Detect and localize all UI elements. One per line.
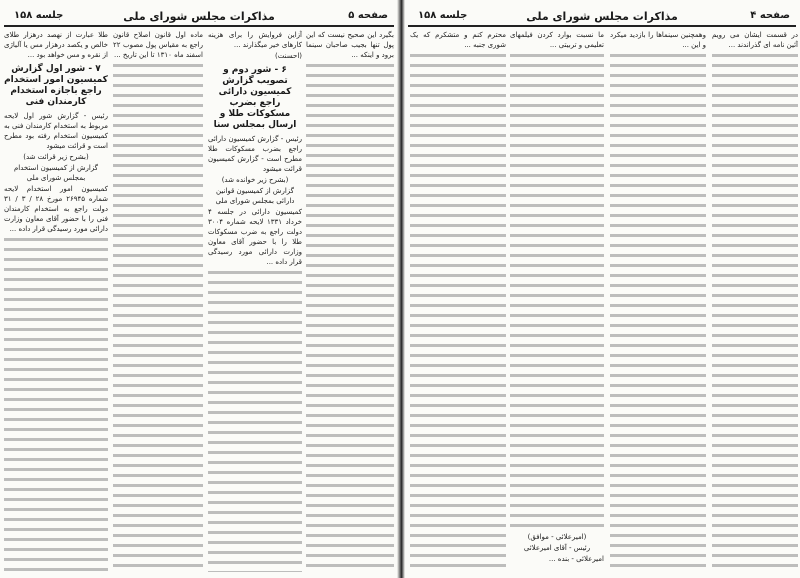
paragraph: ماده اول قانون اصلاح قانون راجع به مقیاس پول مصوب ۲۲ اسفند ماه ۱۳۱۰ تا این تاریخ ... <box>113 31 203 59</box>
paragraph: بگیرد این صحیح نیست که این پول تنها بجیب صاحبان سینما برود و اینکه ... <box>306 31 394 59</box>
paragraph: کمیسیون امور استخدام لایحه شماره ۲۶۹۴۵ مورخ ۲۸ / ۳ / ۳۱ دولت راجع به استخدام کارمندان فنی را با حضور آقای معاون وزارت دارائی مورد رسیدگی قرار داده ... <box>4 185 108 233</box>
illegible-text-lines <box>712 51 798 572</box>
right-page <box>404 0 800 578</box>
illegible-text-lines <box>306 61 394 572</box>
column <box>510 30 604 528</box>
column <box>410 30 506 572</box>
illegible-text-lines <box>510 51 604 528</box>
paragraph: (احسنت) <box>275 52 302 60</box>
page-title: مذاکرات مجلس شورای ملی <box>526 10 678 23</box>
paragraph: (بشرح زیر خوانده شد) <box>221 176 289 184</box>
header-rule <box>4 25 394 27</box>
page-header <box>4 8 394 24</box>
paragraph: رئیس - گزارش شور اول لایحه مربوط به استخدام کارمندان فنی به کمیسیون استخدام رفته بود مطرح است و قرائت میشود <box>4 112 108 150</box>
paragraph: ما نسبت بوارد کردن فیلمهای تعلیمی و تربیتی ... <box>510 31 604 49</box>
illegible-text-lines <box>610 51 706 572</box>
illegible-text-lines <box>410 51 506 572</box>
paragraph: در قسمت ایشان می رویم آئین نامه ای گذراندند ... <box>712 31 798 49</box>
paragraph: امیرعلائی - بنده ... <box>548 555 604 563</box>
illegible-text-lines <box>208 268 302 572</box>
session-number: جلسه ۱۵۸ <box>418 10 468 21</box>
illegible-text-lines <box>113 61 203 572</box>
paragraph: (بشرح زیر قرائت شد) <box>23 153 89 161</box>
paragraph: گزارش از کمیسیون استخدام بمجلس شورای ملی <box>13 164 99 182</box>
page-title: مذاکرات مجلس شورای ملی <box>123 10 275 23</box>
column <box>610 30 706 572</box>
column <box>208 30 302 572</box>
paragraph: آزاین فروایش را برای هزینه کارهای خیر میگذارند ... <box>208 31 302 49</box>
illegible-text-lines <box>4 235 108 572</box>
page-number: صفحه ۵ <box>348 10 388 21</box>
paragraph: وهمچنین سینماها را بازدید میکرد و این ... <box>610 31 706 49</box>
column <box>113 30 203 572</box>
paragraph: محترم کنم و متشکرم که یک شوری جنبه ... <box>410 31 506 49</box>
column <box>306 30 394 572</box>
paragraph: گزارش از کمیسیون قوانین دارائی بمجلس شورای ملی <box>215 187 295 205</box>
paragraph: رئیس - گزارش کمیسیون دارائی راجع بضرب مسکوکات طلا مطرح است - گزارش کمیسیون قرائت میشود <box>208 135 302 173</box>
column <box>712 30 798 572</box>
session-number: جلسه ۱۵۸ <box>14 10 64 21</box>
paragraph: رئیس - آقای امیرعلائی <box>523 544 591 552</box>
paragraph: (امیرعلائی - موافق) <box>527 533 587 541</box>
section-heading: ۷ - شور اول گزارش کمیسیون امور استخدام راجع باجازه استخدام کارمندان فنی <box>4 64 108 107</box>
column-bottom <box>510 532 604 572</box>
paragraph: کمیسیون دارائی در جلسه ۴ خرداد ۱۳۳۱ لایحه شماره ۳۰۰۴ دولت راجع به ضرب مسکوکات طلا را با حضور آقای معاون وزارت دارائی مورد رسیدگی قرار داده ... <box>208 208 302 266</box>
header-rule <box>408 25 796 27</box>
paragraph: طلا عبارت از نهصد درهزار طلای خالص و یکصد درهزار مس یا آلیاژی از نقره و مس خواهد بود ... <box>4 31 108 59</box>
left-page <box>0 0 398 578</box>
section-heading: ۶ - شور دوم و تصویب گزارش کمیسیون دارائی راجع بضرب مسکوکات طلا و ارسال بمجلس سنا <box>213 65 297 130</box>
column <box>4 30 108 572</box>
page-header <box>408 8 796 24</box>
page-number: صفحه ۴ <box>750 10 790 21</box>
